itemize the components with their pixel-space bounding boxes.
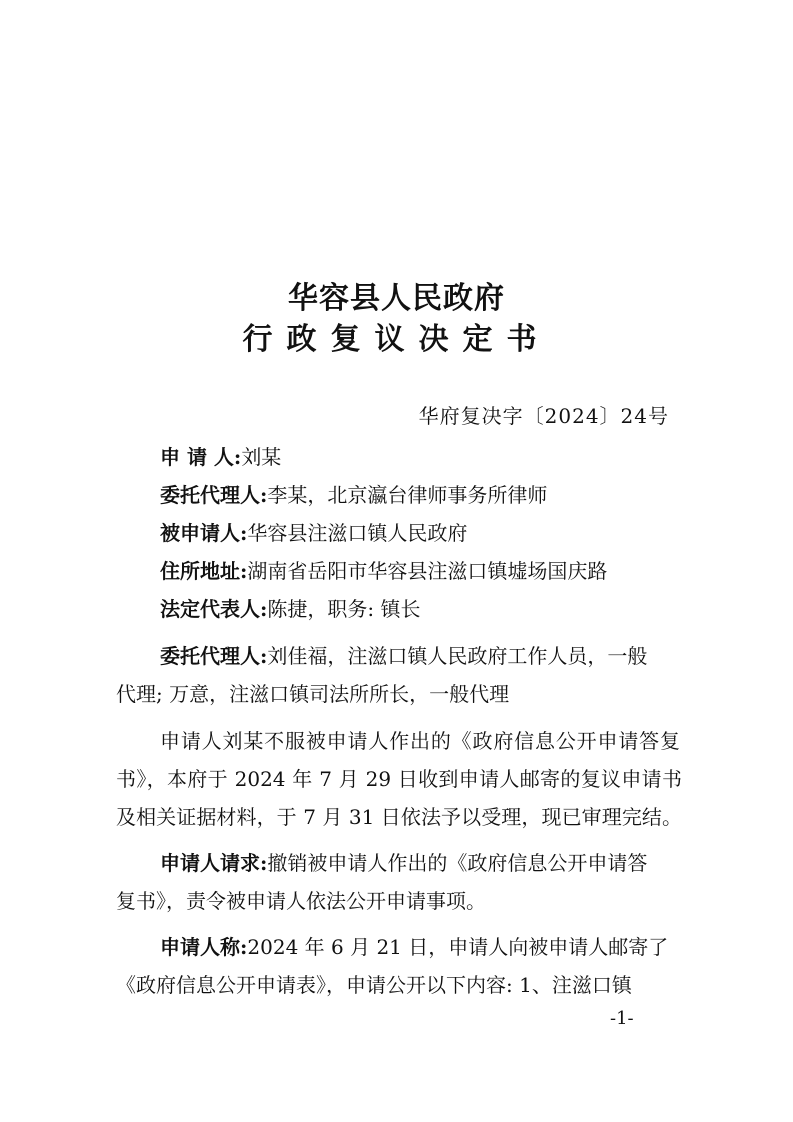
applicant-request	[160, 849, 680, 877]
intro-paragraph-line: 及相关证据材料，于 7 月 31 日依法予以受理，现已审理完结。	[116, 805, 682, 829]
intro-paragraph-line: 申请人刘某不服被申请人作出的《政府信息公开申请答复	[160, 729, 680, 753]
party-respondent-agent-continued: 代理; 万意，注滋口镇司法所所长，一般代理	[116, 682, 510, 706]
party-value: 湖南省岳阳市华容县注滋口镇墟场国庆路	[247, 559, 608, 583]
party-applicant	[160, 443, 726, 471]
claims-text: 2024 年 6 月 21 日，申请人向被申请人邮寄了	[247, 935, 669, 959]
party-label: 法定代表人:	[160, 597, 268, 621]
party-respondent	[160, 519, 726, 547]
document-number: 华府复决字〔2024〕24号	[418, 404, 669, 428]
request-text: 撤销被申请人作出的《政府信息公开申请答	[267, 851, 648, 875]
party-label: 委托代理人:	[160, 483, 268, 507]
party-address	[160, 557, 726, 585]
party-legal-representative	[160, 595, 726, 623]
party-value: 刘某	[241, 445, 282, 469]
page-number: -1-	[610, 1008, 634, 1029]
party-value: 陈捷，职务: 镇长	[267, 597, 421, 621]
issuer-title: 华容县人民政府	[288, 281, 505, 316]
applicant-claims-continued: 《政府信息公开申请表》，申请公开以下内容: 1、注滋口镇	[116, 973, 632, 997]
party-applicant-agent	[160, 481, 726, 509]
applicant-claims	[160, 933, 680, 961]
party-label: 申 请 人:	[160, 445, 242, 469]
party-label: 被申请人:	[160, 521, 248, 545]
party-label: 委托代理人:	[160, 644, 268, 668]
party-value: 李某，北京瀛台律师事务所律师	[267, 483, 548, 507]
party-label: 住所地址:	[160, 559, 248, 583]
intro-paragraph-line: 书》，本府于 2024 年 7 月 29 日收到申请人邮寄的复议申请书	[116, 767, 682, 791]
party-respondent-agent	[160, 642, 680, 670]
party-value: 刘佳福，注滋口镇人民政府工作人员，一般	[267, 644, 648, 668]
document-type-title: 行政复议决定书	[242, 322, 551, 357]
request-label: 申请人请求:	[160, 851, 268, 875]
applicant-request-continued: 复书》，责令被申请人依法公开申请事项。	[116, 889, 486, 913]
claims-label: 申请人称:	[160, 935, 248, 959]
party-value: 华容县注滋口镇人民政府	[247, 521, 468, 545]
